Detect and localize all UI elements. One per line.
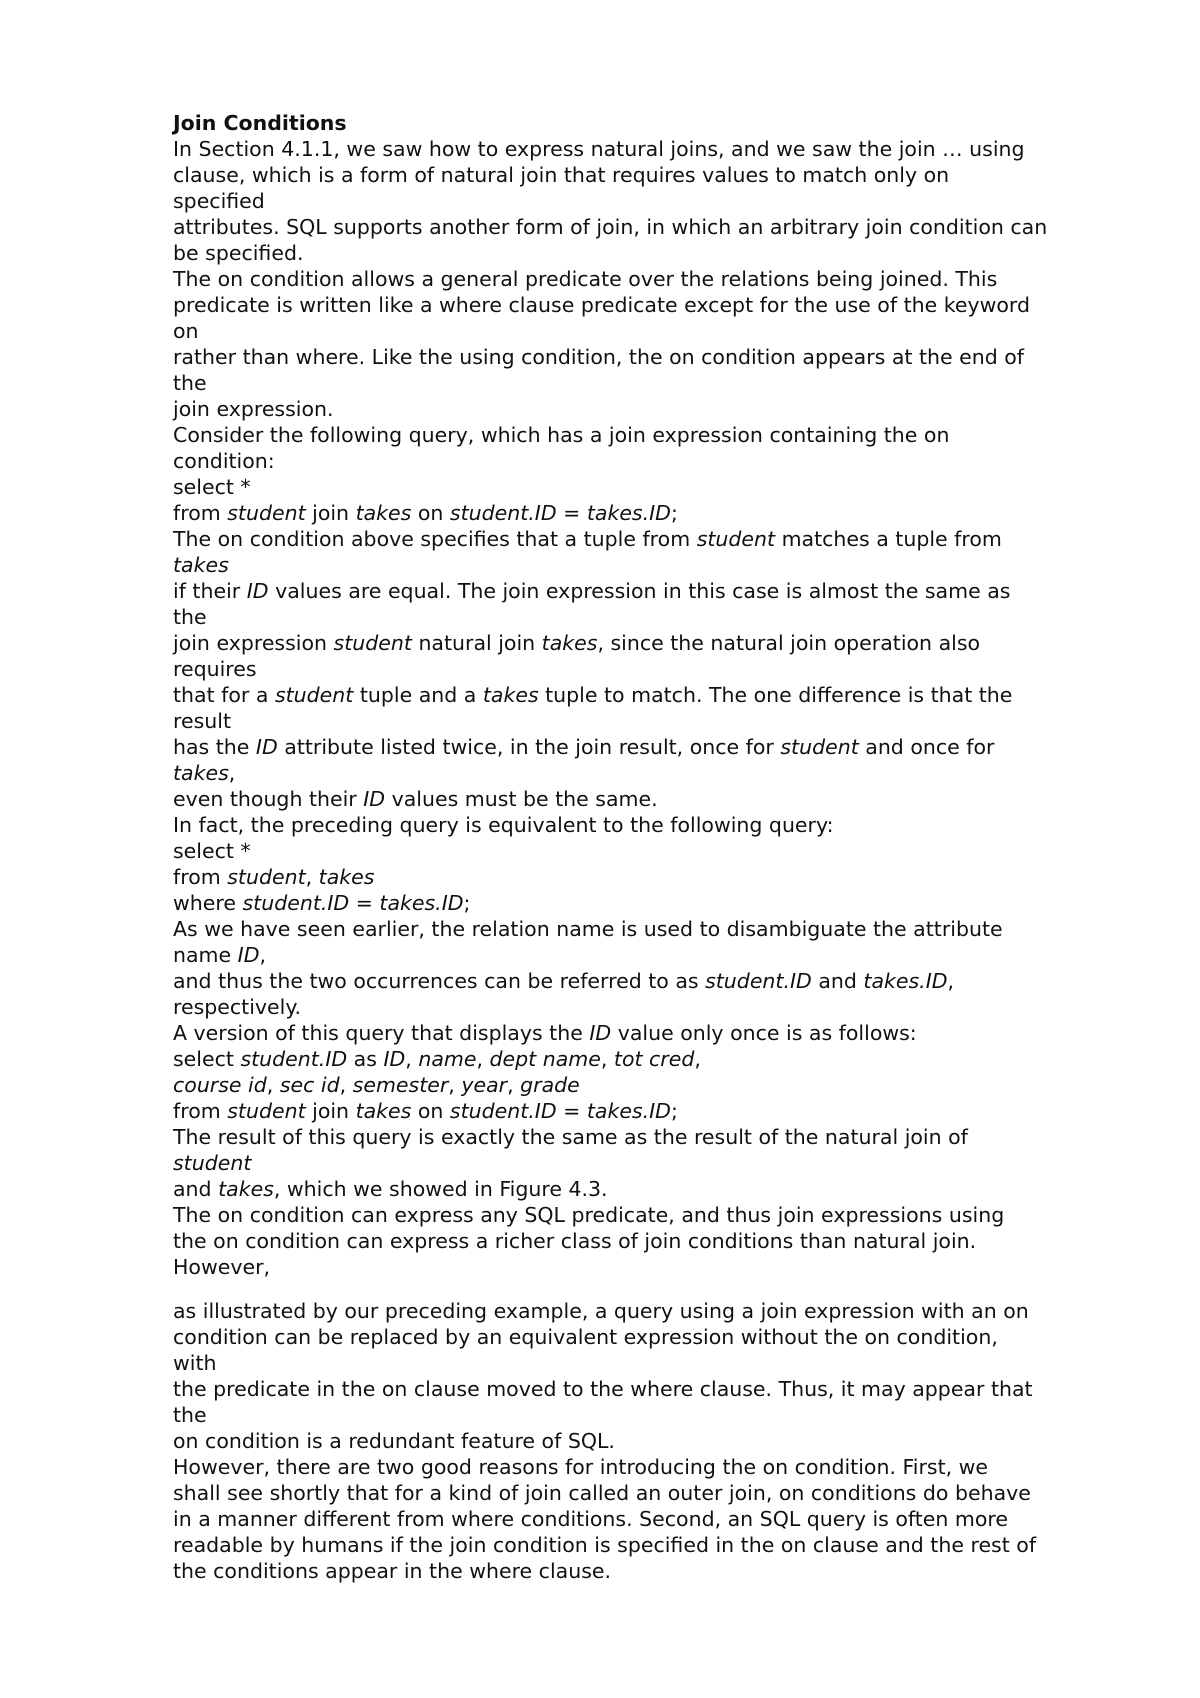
text-run: ,: [405, 1047, 419, 1071]
text-run: result: [173, 709, 231, 733]
text-line: [173, 578, 1173, 604]
italic-term: grade: [520, 1073, 580, 1097]
text-line: [173, 292, 1173, 318]
text-line: [173, 1558, 1173, 1584]
text-run: shall see shortly that for a kind of join called an outer join, on conditions do behave: [173, 1481, 1031, 1505]
text-line: [173, 760, 1173, 786]
italic-term: student: [173, 1151, 252, 1175]
italic-term: student: [227, 501, 306, 525]
text-run: and: [811, 969, 864, 993]
text-line: [173, 500, 1173, 526]
italic-term: ID: [255, 735, 278, 759]
text-line: [173, 630, 1173, 656]
italic-term: tot cred: [613, 1047, 695, 1071]
italic-term: student.ID = takes.ID: [242, 891, 464, 915]
text-run: on: [411, 501, 450, 525]
text-run: clause, which is a form of natural join that requires values to match only on: [173, 163, 950, 187]
text-run: that for a: [173, 683, 275, 707]
text-run: ,: [600, 1047, 614, 1071]
text-run: join: [305, 501, 356, 525]
text-run: ,: [259, 943, 267, 967]
text-line: [173, 1298, 1173, 1324]
italic-term: sec id: [279, 1073, 340, 1097]
italic-term: student.ID: [240, 1047, 348, 1071]
italic-term: semester: [352, 1073, 449, 1097]
text-line: [173, 812, 1173, 838]
text-line: [173, 1480, 1173, 1506]
italic-term: student: [227, 865, 306, 889]
italic-term: ID: [383, 1047, 406, 1071]
text-run: and thus the two occurrences can be referred to as: [173, 969, 706, 993]
text-run: ,: [694, 1047, 701, 1071]
text-run: ,: [266, 1073, 280, 1097]
text-line: [173, 682, 1173, 708]
text-run: even though their: [173, 787, 364, 811]
text-run: on: [411, 1099, 450, 1123]
italic-term: ID: [589, 1021, 612, 1045]
text-run: ,: [448, 1073, 462, 1097]
italic-term: takes: [173, 761, 229, 785]
italic-term: student.ID: [705, 969, 812, 993]
text-run: The on condition can express any SQL predicate, and thus join expressions using: [173, 1203, 1005, 1227]
text-run: ,: [507, 1073, 521, 1097]
italic-term: ID: [363, 787, 386, 811]
text-line: [173, 1428, 1173, 1454]
text-line: [173, 968, 1173, 994]
text-run: join: [305, 1099, 356, 1123]
italic-term: dept name: [489, 1047, 601, 1071]
text-run: the: [173, 371, 207, 395]
text-run: In Section 4.1.1, we saw how to express natural joins, and we saw the join … using: [173, 137, 1025, 161]
italic-term: student: [227, 1099, 306, 1123]
text-run: the conditions appear in the where clause.: [173, 1559, 612, 1583]
text-line: [173, 188, 1173, 214]
text-line: [173, 1376, 1173, 1402]
italic-term: student: [333, 631, 412, 655]
text-run: ,: [339, 1073, 353, 1097]
text-run: matches a tuple from: [775, 527, 1002, 551]
paragraph-gap: [173, 1280, 1173, 1298]
text-line: [173, 422, 1173, 448]
document-page: [173, 110, 1173, 1584]
text-run: respectively.: [173, 995, 302, 1019]
italic-term: course id: [173, 1073, 267, 1097]
text-line: [173, 240, 1173, 266]
text-run: rather than where. Like the using condition, the on condition appears at the end of: [173, 345, 1024, 369]
text-line: [173, 708, 1173, 734]
text-line: [173, 1124, 1173, 1150]
italic-term: ID: [237, 943, 260, 967]
text-run: and: [173, 1177, 219, 1201]
text-run: select *: [173, 839, 251, 863]
text-run: ,: [947, 969, 955, 993]
text-run: as illustrated by our preceding example, a query using a join expression with an on: [173, 1299, 1029, 1323]
italic-term: student.ID = takes.ID: [449, 501, 671, 525]
text-line: [173, 318, 1173, 344]
text-line: [173, 1202, 1173, 1228]
text-run: The on condition allows a general predicate over the relations being joined. This: [173, 267, 998, 291]
text-run: requires: [173, 657, 257, 681]
text-run: attribute listed twice, in the join result, once for: [277, 735, 781, 759]
text-line: [173, 1324, 1173, 1350]
text-run: condition can be replaced by an equivalent expression without the on condition,: [173, 1325, 998, 1349]
text-run: and once for: [858, 735, 995, 759]
text-run: the: [173, 605, 207, 629]
text-run: ,: [476, 1047, 490, 1071]
text-line: [173, 344, 1173, 370]
text-line: [173, 656, 1173, 682]
text-run: with: [173, 1351, 217, 1375]
text-run: attributes. SQL supports another form of join, in which an arbitrary join condition can: [173, 215, 1048, 239]
text-line: [173, 604, 1173, 630]
text-run: as: [347, 1047, 384, 1071]
text-run: ;: [670, 501, 678, 525]
text-run: tuple to match. The one difference is that the: [538, 683, 1013, 707]
text-line: [173, 1150, 1173, 1176]
text-line: [173, 890, 1173, 916]
text-run: However, there are two good reasons for introducing the on condition. First, we: [173, 1455, 989, 1479]
text-run: predicate is written like a where clause predicate except for the use of the keyword: [173, 293, 1030, 317]
text-line: [173, 1098, 1173, 1124]
text-line: [173, 734, 1173, 760]
document-body: [173, 136, 1173, 1584]
text-run: However,: [173, 1255, 271, 1279]
text-run: if their: [173, 579, 247, 603]
italic-term: takes.ID: [863, 969, 948, 993]
text-run: the on condition can express a richer class of join conditions than natural join.: [173, 1229, 977, 1253]
text-line: [173, 1454, 1173, 1480]
text-line: [173, 864, 1173, 890]
text-run: condition:: [173, 449, 275, 473]
text-line: [173, 916, 1173, 942]
text-line: [173, 448, 1173, 474]
text-line: [173, 786, 1173, 812]
text-run: ;: [670, 1099, 678, 1123]
italic-term: takes: [218, 1177, 274, 1201]
text-line: [173, 838, 1173, 864]
italic-term: student.ID = takes.ID: [449, 1099, 671, 1123]
text-run: values must be the same.: [385, 787, 658, 811]
text-run: A version of this query that displays the: [173, 1021, 590, 1045]
text-line: [173, 1506, 1173, 1532]
text-run: As we have seen earlier, the relation name is used to disambiguate the attribute: [173, 917, 1003, 941]
text-run: where: [173, 891, 243, 915]
text-run: on: [173, 319, 199, 343]
text-line: [173, 1254, 1173, 1280]
text-run: The on condition above specifies that a tuple from: [173, 527, 697, 551]
italic-term: name: [418, 1047, 477, 1071]
text-run: values are equal. The join expression in this case is almost the same as: [268, 579, 1011, 603]
italic-term: takes: [482, 683, 539, 707]
text-run: from: [173, 865, 228, 889]
text-line: [173, 1532, 1173, 1558]
page-title: Join Conditions: [173, 111, 347, 135]
text-run: ;: [463, 891, 471, 915]
italic-term: takes: [355, 1099, 412, 1123]
text-run: be specified.: [173, 241, 304, 265]
text-line: [173, 552, 1173, 578]
text-run: from: [173, 1099, 228, 1123]
text-run: on condition is a redundant feature of SQL.: [173, 1429, 615, 1453]
text-run: has the: [173, 735, 256, 759]
italic-term: ID: [246, 579, 269, 603]
italic-term: takes: [318, 865, 375, 889]
text-line: [173, 136, 1173, 162]
text-line: [173, 526, 1173, 552]
text-run: the: [173, 1403, 207, 1427]
text-line: [173, 1176, 1173, 1202]
text-line: [173, 370, 1173, 396]
text-run: ,: [305, 865, 319, 889]
text-run: , which we showed in Figure 4.3.: [273, 1177, 608, 1201]
text-run: the predicate in the on clause moved to the where clause. Thus, it may appear that: [173, 1377, 1033, 1401]
text-run: ,: [228, 761, 236, 785]
text-run: The result of this query is exactly the same as the result of the natural join of: [173, 1125, 968, 1149]
italic-term: takes: [355, 501, 412, 525]
text-line: [173, 1046, 1173, 1072]
text-line: [173, 1402, 1173, 1428]
text-run: join expression: [173, 631, 334, 655]
italic-term: year: [461, 1073, 508, 1097]
text-line: [173, 1020, 1173, 1046]
text-line: [173, 162, 1173, 188]
text-line: [173, 1072, 1173, 1098]
text-line: [173, 266, 1173, 292]
text-line: [173, 994, 1173, 1020]
text-run: name: [173, 943, 238, 967]
text-run: In fact, the preceding query is equivalent to the following query:: [173, 813, 834, 837]
text-line: [173, 214, 1173, 240]
text-run: readable by humans if the join condition is specified in the on clause and the rest of: [173, 1533, 1037, 1557]
text-line: [173, 474, 1173, 500]
text-line: [173, 396, 1173, 422]
text-run: Consider the following query, which has a join expression containing the on: [173, 423, 950, 447]
text-run: from: [173, 501, 228, 525]
text-line: [173, 942, 1173, 968]
italic-term: student: [696, 527, 776, 551]
italic-term: student: [274, 683, 354, 707]
text-run: value only once is as follows:: [611, 1021, 917, 1045]
italic-term: takes: [173, 553, 229, 577]
italic-term: takes: [541, 631, 598, 655]
text-run: in a manner different from where conditions. Second, an SQL query is often more: [173, 1507, 1009, 1531]
text-run: , since the natural join operation also: [597, 631, 981, 655]
italic-term: student: [780, 735, 859, 759]
text-run: natural join: [411, 631, 542, 655]
text-run: select *: [173, 475, 251, 499]
text-run: specified: [173, 189, 265, 213]
text-line: [173, 1228, 1173, 1254]
text-line: [173, 1350, 1173, 1376]
text-run: tuple and a: [353, 683, 483, 707]
text-run: select: [173, 1047, 241, 1071]
text-run: join expression.: [173, 397, 334, 421]
